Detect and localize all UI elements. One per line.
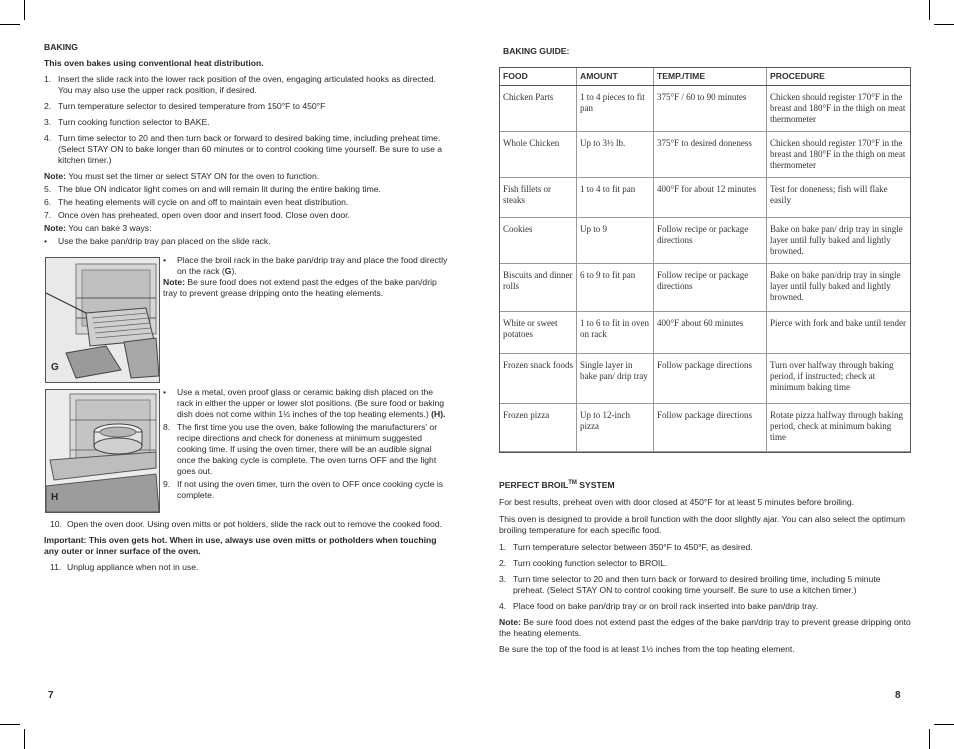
step-11: 11. Unplug appliance when not in use. [50,562,199,572]
table-row [500,404,910,452]
table-row [500,86,910,132]
figure-g-image [45,257,160,383]
procedure-cell: Test for doneness; fish will flake easily [767,178,911,218]
food-cell: Chicken Parts [500,86,577,132]
col-header-procedure: PROCEDURE [767,68,911,86]
procedure-cell: Rotate pizza halfway through baking period, check at minimum baking time [767,404,911,452]
important-warning: Important: This oven gets hot. When in use, always use oven mitts or potholders when touching any outer or inner surface of the oven. [44,535,437,556]
amount-cell: 1 to 6 to fit in oven on rack [577,312,654,354]
col-header-food: FOOD [500,68,577,86]
oven-broil-rack-illustration [46,258,159,382]
crop-mark [929,0,930,20]
guide-table [500,67,910,452]
step-1: 1. Insert the slide rack into the lower rack position of the oven, engaging articulated hooks as directed. You may also use the upper rack position, if desired. [44,74,436,95]
broil-step-1: 1. Turn temperature selector between 350°F to 450°F, as desired. [499,541,753,552]
table-row [500,178,910,218]
food-cell: Whole Chicken [500,132,577,178]
step-3: 3. Turn cooking function selector to BAKE. [44,117,210,127]
section-heading-baking: BAKING [44,42,78,52]
baking-guide-heading: BAKING GUIDE: [503,46,570,56]
step-7: 7. Once oven has preheated, open oven door and insert food. Close oven door. [44,210,350,220]
food-cell: Cookies [500,218,577,264]
crop-mark [934,24,954,25]
col-header-temp-time: TEMP./TIME [654,68,767,86]
temp-time-cell: 400°F about 60 minutes [654,312,767,354]
amount-cell: 6 to 9 to fit pan [577,264,654,312]
subheading: This oven bakes using conventional heat distribution. [44,58,264,68]
procedure-cell: Pierce with fork and bake until tender [767,312,911,354]
left-page [44,42,450,252]
bullet-baking-dish: • Use a metal, oven proof glass or ceramic baking dish placed on the rack in either the upper or lower slot positions. (Be sure food or baking dish does not come within 1½ inches of the top heating elements.) (H). [163,387,446,419]
procedure-cell: Bake on bake pan/drip tray in single layer until fully baked and lightly browned. [767,264,911,312]
crop-mark [0,724,20,725]
broil-step-3: 3. Turn time selector to 20 and then turn back or forward to desired broiling time, including 5 minute preheat. (Select STAY ON to control cooking time yourself. Be sure to use a kitchen timer.) [499,573,881,595]
figure-g-label: G [51,362,59,373]
g-text-block [163,255,450,299]
table-row [500,218,910,264]
procedure-cell: Turn over halfway through baking period, if instructed; check at minimum baking time [767,354,911,404]
broil-intro-1: For best results, preheat oven with door closed at 450°F for at least 5 minutes before broiling. [499,496,855,507]
step-4: 4. Turn time selector to 20 and then turn back or forward to desired baking time, including preheat time. (Select STAY ON to bake longer than 60 minutes or to control cooking time yourself. Be sure to use a kitchen timer.) [44,133,443,165]
broil-step-4: 4. Place food on bake pan/drip tray or on broil rack inserted into bake pan/drip tray. [499,600,819,611]
note-bake-ways: Note: You can bake 3 ways: [44,223,152,233]
amount-cell: 1 to 4 pieces to fit pan [577,86,654,132]
food-cell: Fish fillets or steaks [500,178,577,218]
temp-time-cell: Follow package directions [654,354,767,404]
left-bottom [44,519,450,578]
page-number-right: 8 [895,690,901,701]
note-timer: Note: You must set the timer or select STAY ON for the oven to function. [44,171,320,181]
oven-baking-dish-illustration [46,390,159,512]
bullet-bake-pan: • Use the bake pan/drip tray pan placed on the slide rack. [44,236,271,246]
broil-intro-2: This oven is designed to provide a broil function with the door slightly ajar. You can also select the optimum broiling temperature for each specific food. [499,513,906,535]
figure-h-label: H [51,492,59,503]
step-9: 9. If not using the oven timer, turn the oven to OFF once cooking cycle is complete. [163,479,444,500]
crop-mark [24,729,25,749]
table-row [500,354,910,404]
step-5: 5. The blue ON indicator light comes on and will remain lit during the entire baking time. [44,184,381,194]
procedure-cell: Chicken should register 170°F in the breast and 180°F in the thigh on meat thermometer [767,86,911,132]
table-row [500,264,910,312]
page-number-left: 7 [48,690,54,701]
baking-guide-table [499,67,911,453]
procedure-cell: Bake on bake pan/ drip tray in single layer until fully baked and lightly browned. [767,218,911,264]
temp-time-cell: Follow recipe or package directions [654,218,767,264]
step-6: 6. The heating elements will cycle on and off to maintain even heat distribution. [44,197,349,207]
amount-cell: Up to 3½ lb. [577,132,654,178]
note-grease: Note: Be sure food does not extend past the edges of the bake pan/drip tray to prevent grease dripping onto the heating elements. [163,277,437,298]
amount-cell: Up to 12-inch pizza [577,404,654,452]
crop-mark [934,724,954,725]
step-2: 2. Turn temperature selector to desired temperature from 150°F to 450°F [44,101,326,111]
broil-step-2: 2. Turn cooking function selector to BROIL. [499,557,668,568]
food-cell: White or sweet potatoes [500,312,577,354]
broil-section [499,478,911,660]
crop-mark [24,0,25,20]
amount-cell: Up to 9 [577,218,654,264]
table-header-row [500,68,910,86]
step-8: 8. The first time you use the oven, bake following the manufacturers' or recipe directions and check for doneness at minimum suggested cooking time. If using the oven timer, there will be an audible signal once the baking cycle is complete. The oven turns OFF and the light goes out. [163,422,438,476]
food-cell: Biscuits and dinner rolls [500,264,577,312]
temp-time-cell: 375°F to desired doneness [654,132,767,178]
table-row [500,312,910,354]
amount-cell: 1 to 4 to fit pan [577,178,654,218]
temp-time-cell: 375°F / 60 to 90 minutes [654,86,767,132]
broil-heading: PERFECT BROIL™ SYSTEM [499,479,615,490]
bullet-broil-rack: • Place the broil rack in the bake pan/drip tray and place the food directly on the rack (G). [163,255,448,276]
temp-time-cell: 400°F for about 12 minutes [654,178,767,218]
amount-cell: Single layer in bake pan/ drip tray [577,354,654,404]
procedure-cell: Chicken should register 170°F in the breast and 180°F in the thigh on meat thermometer [767,132,911,178]
table-row [500,132,910,178]
step-10: 10. Open the oven door. Using oven mitts or pot holders, slide the rack out to remove the cooked food. [50,519,442,529]
food-cell: Frozen snack foods [500,354,577,404]
broil-last-line: Be sure the top of the food is at least 1½ inches from the top heating element. [499,643,795,654]
crop-mark [0,24,20,25]
crop-mark [929,729,930,749]
broil-note: Note: Be sure food does not extend past the edges of the bake pan/drip tray to prevent grease dripping onto the heating elements. [499,616,911,638]
h-text-block [163,387,450,501]
food-cell: Frozen pizza [500,404,577,452]
col-header-amount: AMOUNT [577,68,654,86]
figure-h-image [45,389,160,513]
temp-time-cell: Follow package directions [654,404,767,452]
temp-time-cell: Follow recipe or package directions [654,264,767,312]
